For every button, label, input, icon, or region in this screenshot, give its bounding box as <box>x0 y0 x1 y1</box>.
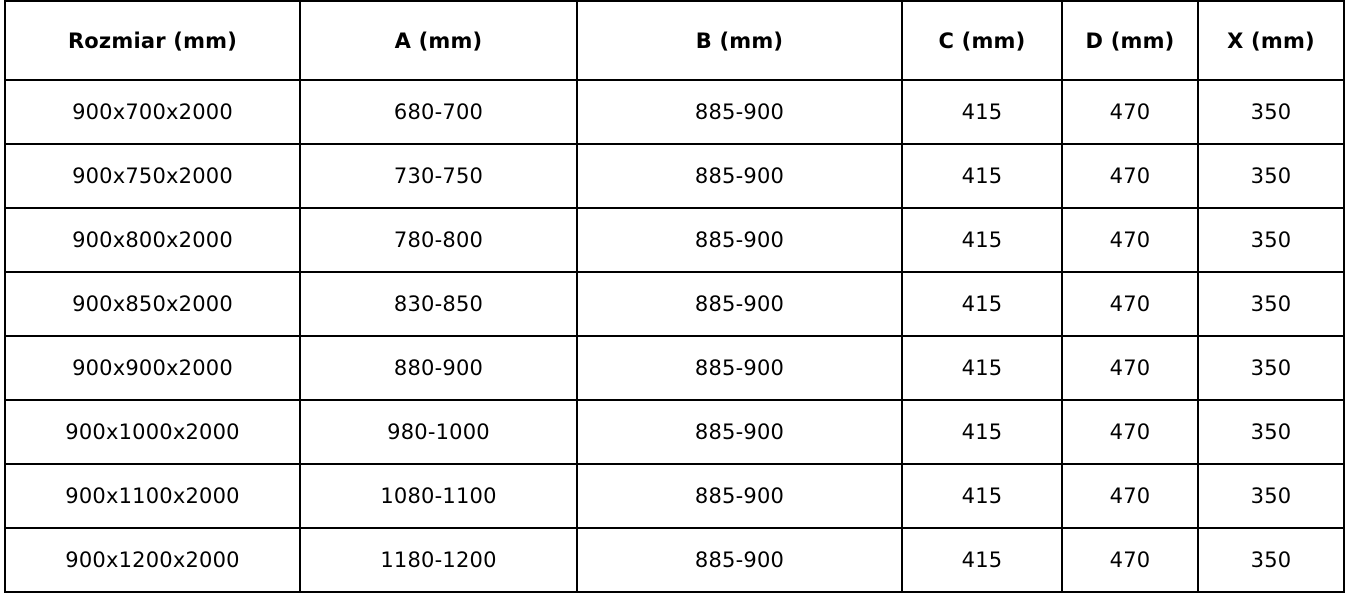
cell-d: 470 <box>1062 464 1198 528</box>
cell-a: 880-900 <box>300 336 577 400</box>
cell-a: 730-750 <box>300 144 577 208</box>
cell-c: 415 <box>902 208 1062 272</box>
cell-d: 470 <box>1062 336 1198 400</box>
column-header-x: X (mm) <box>1198 1 1344 80</box>
column-header-b: B (mm) <box>577 1 902 80</box>
cell-rozmiar: 900x1000x2000 <box>5 400 300 464</box>
table-row <box>5 272 1344 336</box>
cell-rozmiar: 900x850x2000 <box>5 272 300 336</box>
cell-b: 885-900 <box>577 400 902 464</box>
cell-rozmiar: 900x900x2000 <box>5 336 300 400</box>
table-header <box>5 1 1344 80</box>
cell-c: 415 <box>902 400 1062 464</box>
cell-b: 885-900 <box>577 272 902 336</box>
table-body <box>5 80 1344 592</box>
cell-d: 470 <box>1062 272 1198 336</box>
cell-a: 680-700 <box>300 80 577 144</box>
cell-b: 885-900 <box>577 464 902 528</box>
cell-c: 415 <box>902 80 1062 144</box>
cell-d: 470 <box>1062 208 1198 272</box>
cell-d: 470 <box>1062 144 1198 208</box>
table-row <box>5 336 1344 400</box>
cell-a: 780-800 <box>300 208 577 272</box>
cell-a: 1180-1200 <box>300 528 577 592</box>
cell-c: 415 <box>902 464 1062 528</box>
header-row <box>5 1 1344 80</box>
cell-c: 415 <box>902 336 1062 400</box>
cell-x: 350 <box>1198 80 1344 144</box>
cell-rozmiar: 900x1100x2000 <box>5 464 300 528</box>
cell-rozmiar: 900x750x2000 <box>5 144 300 208</box>
column-header-c: C (mm) <box>902 1 1062 80</box>
cell-b: 885-900 <box>577 144 902 208</box>
cell-d: 470 <box>1062 80 1198 144</box>
cell-x: 350 <box>1198 528 1344 592</box>
cell-c: 415 <box>902 144 1062 208</box>
table-row <box>5 208 1344 272</box>
table-row <box>5 400 1344 464</box>
cell-rozmiar: 900x700x2000 <box>5 80 300 144</box>
cell-rozmiar: 900x1200x2000 <box>5 528 300 592</box>
column-header-d: D (mm) <box>1062 1 1198 80</box>
cell-x: 350 <box>1198 336 1344 400</box>
table-row <box>5 528 1344 592</box>
cell-c: 415 <box>902 272 1062 336</box>
cell-rozmiar: 900x800x2000 <box>5 208 300 272</box>
table-row <box>5 80 1344 144</box>
column-header-a: A (mm) <box>300 1 577 80</box>
dimensions-table <box>4 0 1345 593</box>
table-row <box>5 464 1344 528</box>
cell-b: 885-900 <box>577 80 902 144</box>
cell-x: 350 <box>1198 400 1344 464</box>
cell-b: 885-900 <box>577 336 902 400</box>
cell-x: 350 <box>1198 144 1344 208</box>
cell-x: 350 <box>1198 464 1344 528</box>
cell-a: 980-1000 <box>300 400 577 464</box>
cell-a: 830-850 <box>300 272 577 336</box>
table-row <box>5 144 1344 208</box>
cell-a: 1080-1100 <box>300 464 577 528</box>
cell-x: 350 <box>1198 272 1344 336</box>
cell-d: 470 <box>1062 400 1198 464</box>
cell-b: 885-900 <box>577 208 902 272</box>
cell-d: 470 <box>1062 528 1198 592</box>
cell-b: 885-900 <box>577 528 902 592</box>
column-header-rozmiar: Rozmiar (mm) <box>5 1 300 80</box>
cell-c: 415 <box>902 528 1062 592</box>
cell-x: 350 <box>1198 208 1344 272</box>
